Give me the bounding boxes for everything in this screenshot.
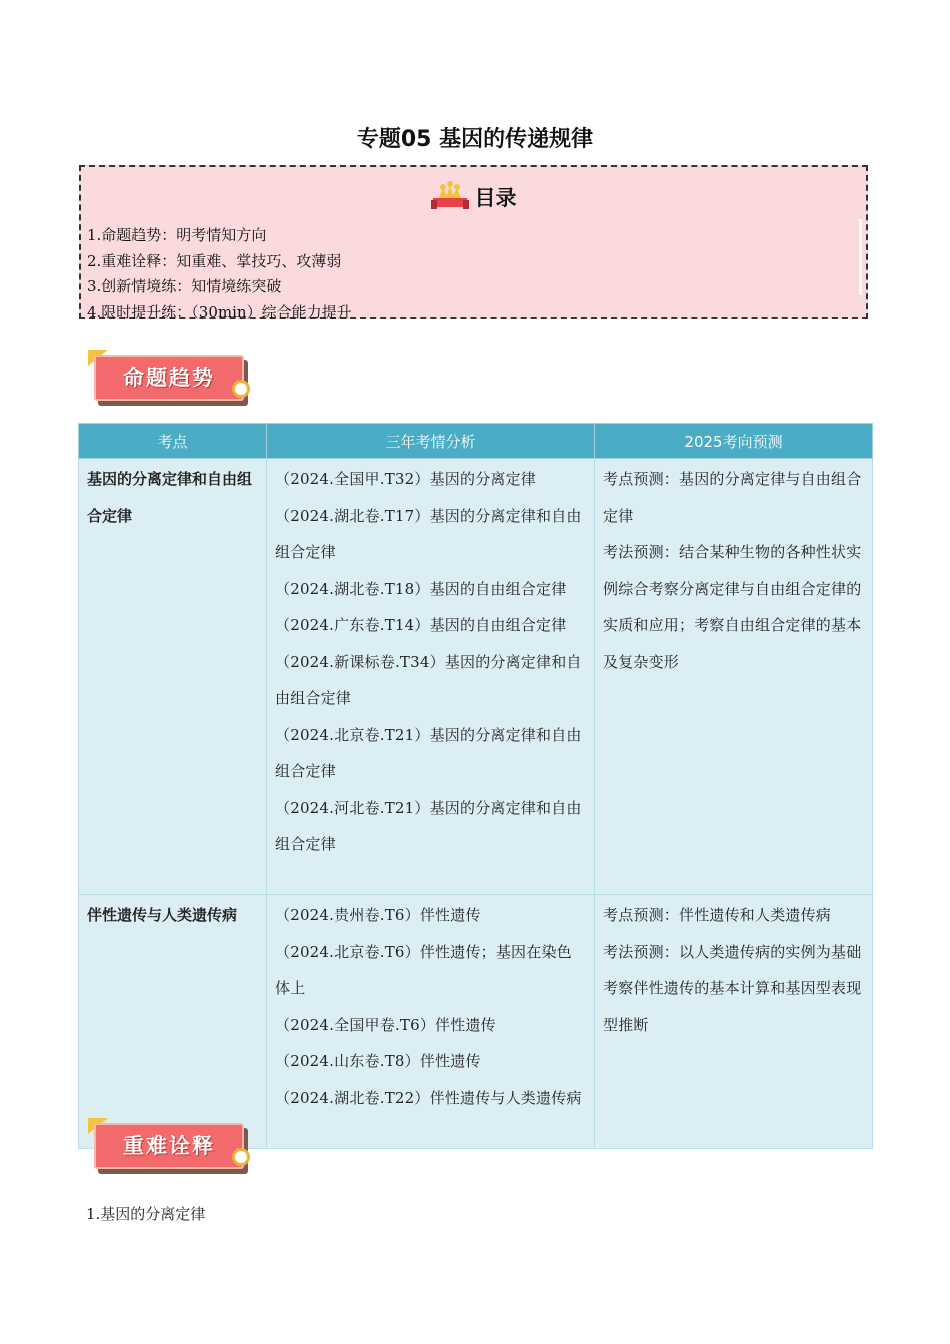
header-topic: 考点: [79, 424, 267, 459]
analysis-item: （2024.广东卷.T14）基因的自由组合定律: [275, 616, 567, 634]
trend-table: [78, 423, 873, 1149]
analysis-item: （2024.贵州卷.T6）伴性遗传: [275, 906, 481, 924]
forecast-item: 考法预测：以人类遗传病的实例为基础考察伴性遗传的基本计算和基因型表现型推断: [603, 942, 862, 1034]
header-forecast: 2025考向预测: [595, 424, 873, 459]
badge-trend: [88, 350, 258, 412]
analysis-item: （2024.湖北卷.T18）基因的自由组合定律: [275, 579, 567, 598]
ring-icon: [232, 380, 250, 398]
table-row: [79, 459, 873, 895]
table-header-row: [79, 424, 873, 459]
toc-list: [87, 223, 352, 325]
badge-key-label: 重难诠释: [123, 1134, 215, 1158]
analysis-item: （2024.北京卷.T6）伴性遗传；基因在染色体上: [275, 942, 572, 997]
forecast-cell: [595, 459, 873, 895]
forecast-item: 考点预测：基因的分离定律与自由组合定律: [603, 470, 862, 525]
analysis-cell: [267, 895, 595, 1149]
forecast-item: 考点预测：伴性遗传和人类遗传病: [603, 906, 832, 924]
analysis-item: （2024.全国甲卷.T6）伴性遗传: [275, 1015, 496, 1034]
toc-item-4[interactable]: 4.限时提升练：（30min）综合能力提升: [87, 302, 352, 321]
analysis-item: （2024.河北卷.T21）基因的分离定律和自由组合定律: [275, 798, 582, 853]
analysis-item: （2024.湖北卷.T22）伴性遗传与人类遗传病: [275, 1088, 582, 1107]
ring-icon: [232, 1148, 250, 1166]
toc-item-3[interactable]: 3.创新情境练：知情境练突破: [87, 277, 282, 295]
toc-edge-strip: [859, 219, 862, 295]
toc-heading-text: 目录: [474, 186, 517, 210]
table-of-contents: [79, 165, 868, 319]
table-row: [79, 895, 873, 1149]
analysis-item: （2024.北京卷.T21）基因的分离定律和自由组合定律: [275, 725, 582, 780]
toc-item-1[interactable]: 1.命题趋势：明考情知方向: [87, 226, 267, 244]
topic-cell: 基因的分离定律和自由组合定律: [79, 459, 267, 895]
analysis-item: （2024.新课标卷.T34）基因的分离定律和自由组合定律: [275, 652, 582, 707]
section-subheading: 1.基因的分离定律: [86, 1205, 206, 1223]
forecast-item: 考法预测：结合某种生物的各种性状实例综合考察分离定律与自由组合定律的实质和应用；考察自由组合定律的基本及复杂变形: [603, 543, 862, 671]
crown-icon: [431, 181, 469, 211]
analysis-item: （2024.山东卷.T8）伴性遗传: [275, 1052, 481, 1070]
header-analysis: 三年考情分析: [267, 424, 595, 459]
forecast-cell: [595, 895, 873, 1149]
badge-trend-label: 命题趋势: [123, 366, 215, 390]
badge-key-points: [88, 1118, 258, 1180]
analysis-item: （2024.全国甲.T32）基因的分离定律: [275, 470, 537, 488]
topic-cell: 伴性遗传与人类遗传病: [79, 895, 267, 1149]
toc-heading: [81, 181, 866, 212]
analysis-item: （2024.湖北卷.T17）基因的分离定律和自由组合定律: [275, 506, 582, 561]
page-title: 专题05 基因的传递规律: [356, 127, 594, 152]
analysis-cell: [267, 459, 595, 895]
toc-item-2[interactable]: 2.重难诠释：知重难、掌技巧、攻薄弱: [87, 251, 342, 270]
